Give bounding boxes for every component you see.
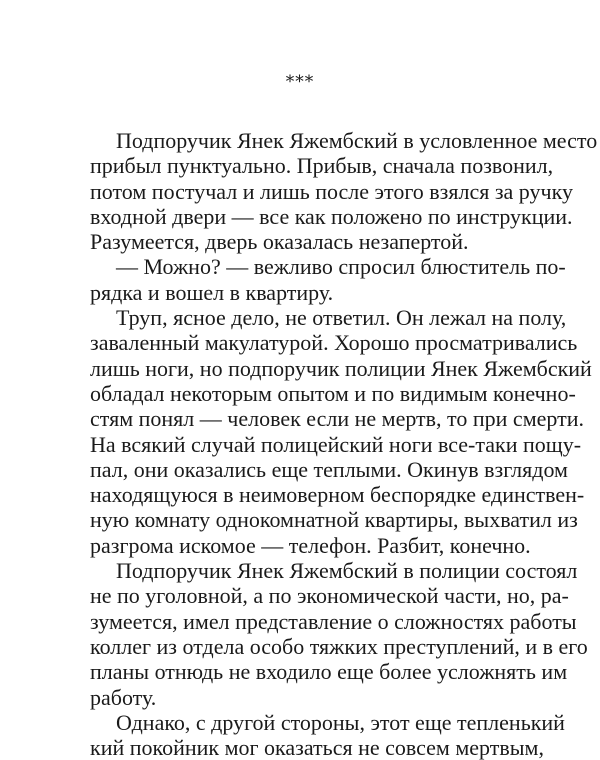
text-line: кий покойник мог оказаться не совсем мертвым, [90, 735, 544, 760]
text-line: стям понял — человек если не мертв, то при смерти. [90, 406, 584, 432]
text-line: прибыл пунктуально. Прибыв, сначала позвонил, [90, 153, 554, 179]
paragraph-5 [90, 709, 565, 760]
paragraph-4 [90, 558, 588, 710]
text-line: находящуюся в неимоверном беспорядке единствен- [90, 482, 585, 508]
text-line: Разумеется, дверь оказалась незапертой. [90, 229, 469, 255]
paragraph-3 [90, 305, 592, 558]
text-line: обладал некоторым опытом и по видимым конечно- [90, 380, 576, 406]
text-line: ную комнату однокомнатной квартиры, выхватил из [90, 507, 578, 533]
paragraph-1 [90, 128, 598, 255]
text-line: Подпоручик Янек Яжембский в условленное место [116, 128, 598, 153]
text-line: На всякий случай полицейский ноги все-таки пощу- [90, 431, 582, 457]
text-line: Подпоручик Янек Яжембский в полиции состоял [116, 558, 578, 584]
text-line: Однако, с другой стороны, этот еще тепленький [116, 709, 565, 735]
section-separator: *** [285, 72, 315, 92]
text-line: заваленный макулатурой. Хорошо просматривались [90, 330, 578, 356]
text-line: работу. [90, 684, 157, 710]
body-text [90, 128, 598, 760]
text-line: зумеется, имел представление о сложностях работы [90, 608, 577, 634]
text-line: — Можно? — вежливо спросил блюститель по- [116, 254, 566, 280]
text-line: коллег из отдела особо тяжких преступлений, и в его [90, 633, 588, 659]
text-line: входной двери — все как положено по инструкции. [90, 203, 573, 229]
paragraph-2 [90, 254, 566, 305]
text-line: лишь ноги, но подпоручик полиции Янек Яжембский [90, 355, 592, 381]
text-line: разгрома искомое — телефон. Разбит, конечно. [90, 532, 531, 558]
text-line: рядка и вошел в квартиру. [90, 279, 334, 305]
text-line: пал, они оказались еще теплыми. Окинув взглядом [90, 456, 568, 482]
text-line: потом постучал и лишь после этого взялся за ручку [90, 178, 573, 204]
text-line: планы отнюдь не входило еще более усложнять им [90, 659, 568, 685]
text-line: не по уголовной, а по экономической части, но, ра- [90, 583, 569, 609]
text-line: Труп, ясное дело, не ответил. Он лежал на полу, [116, 305, 567, 331]
